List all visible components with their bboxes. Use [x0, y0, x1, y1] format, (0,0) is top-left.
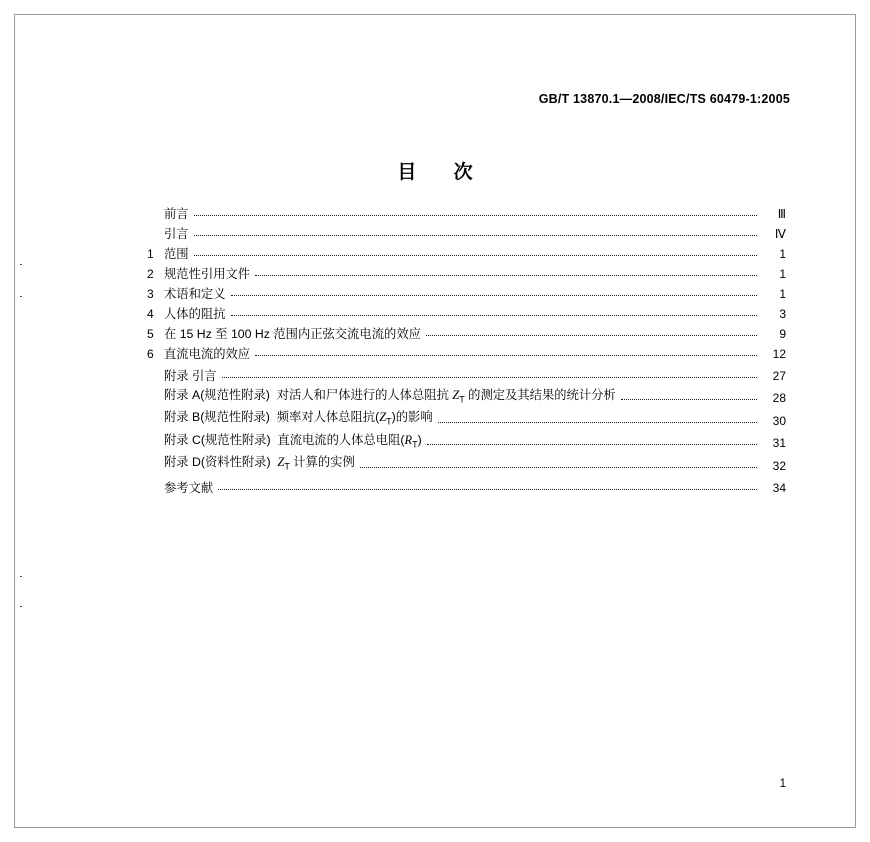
- toc-entry-number: 6: [147, 347, 154, 361]
- page-number: 1: [779, 778, 786, 790]
- toc-leader-dots: [218, 481, 757, 493]
- toc-entry-number: 2: [147, 267, 154, 281]
- toc-entry-label: 直流电流的效应: [164, 346, 251, 361]
- toc-entry-label: 在 15 Hz 至 100 Hz 范围内正弦交流电流的效应: [164, 326, 421, 341]
- page-content: [22, 22, 848, 820]
- toc-entry-label: 人体的阻抗: [164, 306, 226, 321]
- toc-entry[interactable]: [147, 327, 786, 340]
- toc-entry[interactable]: [147, 247, 786, 260]
- toc-entry-number: 5: [147, 327, 154, 341]
- toc-entry[interactable]: [147, 207, 786, 220]
- toc-entry-number: 4: [147, 307, 154, 321]
- toc-entry[interactable]: [147, 347, 786, 360]
- toc-leader-dots: [255, 267, 757, 279]
- toc-entry-label: 附录 B(规范性附录) 频率对人体总阻抗$(Z_T)$的影响: [164, 410, 433, 427]
- toc-entry-page: 1: [779, 247, 786, 261]
- toc-entry-page: 27: [772, 369, 786, 383]
- toc-entry-label: 参考文献: [164, 480, 214, 495]
- toc-entry-number: 3: [147, 287, 154, 301]
- toc-entry-label: 附录 引言: [164, 368, 217, 383]
- toc-entry-page: 31: [772, 436, 786, 451]
- toc-entry-label: 附录 A(规范性附录) 对活人和尸体进行的人体总阻抗 $Z_T$ 的测定及其结果的统计分析: [164, 388, 616, 405]
- table-of-contents: [147, 207, 786, 501]
- toc-entry-page: 12: [772, 347, 786, 361]
- page-title: 目 次: [397, 162, 489, 183]
- toc-leader-dots: [194, 207, 757, 219]
- toc-entry-page: 3: [779, 307, 786, 321]
- toc-entry[interactable]: [147, 369, 786, 382]
- toc-leader-dots: [438, 414, 757, 426]
- toc-leader-dots: [194, 227, 757, 239]
- toc-leader-dots: [194, 247, 757, 259]
- toc-entry-page: 28: [772, 391, 786, 406]
- toc-entry-page: 32: [772, 458, 786, 473]
- toc-entry-label: 前言: [164, 206, 189, 221]
- toc-entry-label: 规范性引用文件: [164, 266, 251, 281]
- toc-entry[interactable]: [147, 481, 786, 494]
- toc-entry-page: 1: [779, 267, 786, 281]
- toc-entry-page: 34: [772, 480, 786, 495]
- toc-entry-page: Ⅲ: [777, 207, 786, 221]
- toc-leader-dots: [222, 369, 757, 381]
- toc-entry[interactable]: [147, 389, 786, 404]
- standard-code-header: GB/T 13870.1—2008/IEC/TS 60479-1:2005: [538, 92, 790, 106]
- toc-leader-dots: [621, 391, 757, 403]
- toc-leader-dots: [427, 436, 757, 448]
- toc-entry-page: 9: [779, 327, 786, 341]
- toc-leader-dots: [426, 327, 757, 339]
- toc-entry-label: 附录 C(规范性附录) 直流电流的人体总电阻$(R_T)$: [164, 432, 422, 450]
- toc-entry-label: 术语和定义: [164, 286, 226, 301]
- toc-entry-page: 30: [772, 413, 786, 428]
- toc-entry-number: 1: [147, 247, 154, 261]
- toc-leader-dots: [360, 459, 757, 471]
- toc-entry[interactable]: [147, 456, 786, 471]
- toc-leader-dots: [231, 307, 758, 319]
- toc-entry[interactable]: [147, 307, 786, 320]
- toc-entry[interactable]: [147, 434, 786, 449]
- toc-entry-page: 1: [779, 287, 786, 301]
- toc-entry-page: Ⅳ: [774, 227, 786, 241]
- toc-entry[interactable]: [147, 287, 786, 300]
- toc-entry[interactable]: [147, 411, 786, 426]
- toc-entry[interactable]: [147, 267, 786, 280]
- toc-entry-label: 引言: [164, 226, 189, 241]
- toc-leader-dots: [231, 287, 758, 299]
- toc-entry-label: 附录 D(资料性附录) $Z_T$ 计算的实例: [164, 455, 355, 472]
- toc-entry[interactable]: [147, 227, 786, 240]
- toc-leader-dots: [255, 347, 757, 359]
- toc-entry-label: 范围: [164, 246, 189, 261]
